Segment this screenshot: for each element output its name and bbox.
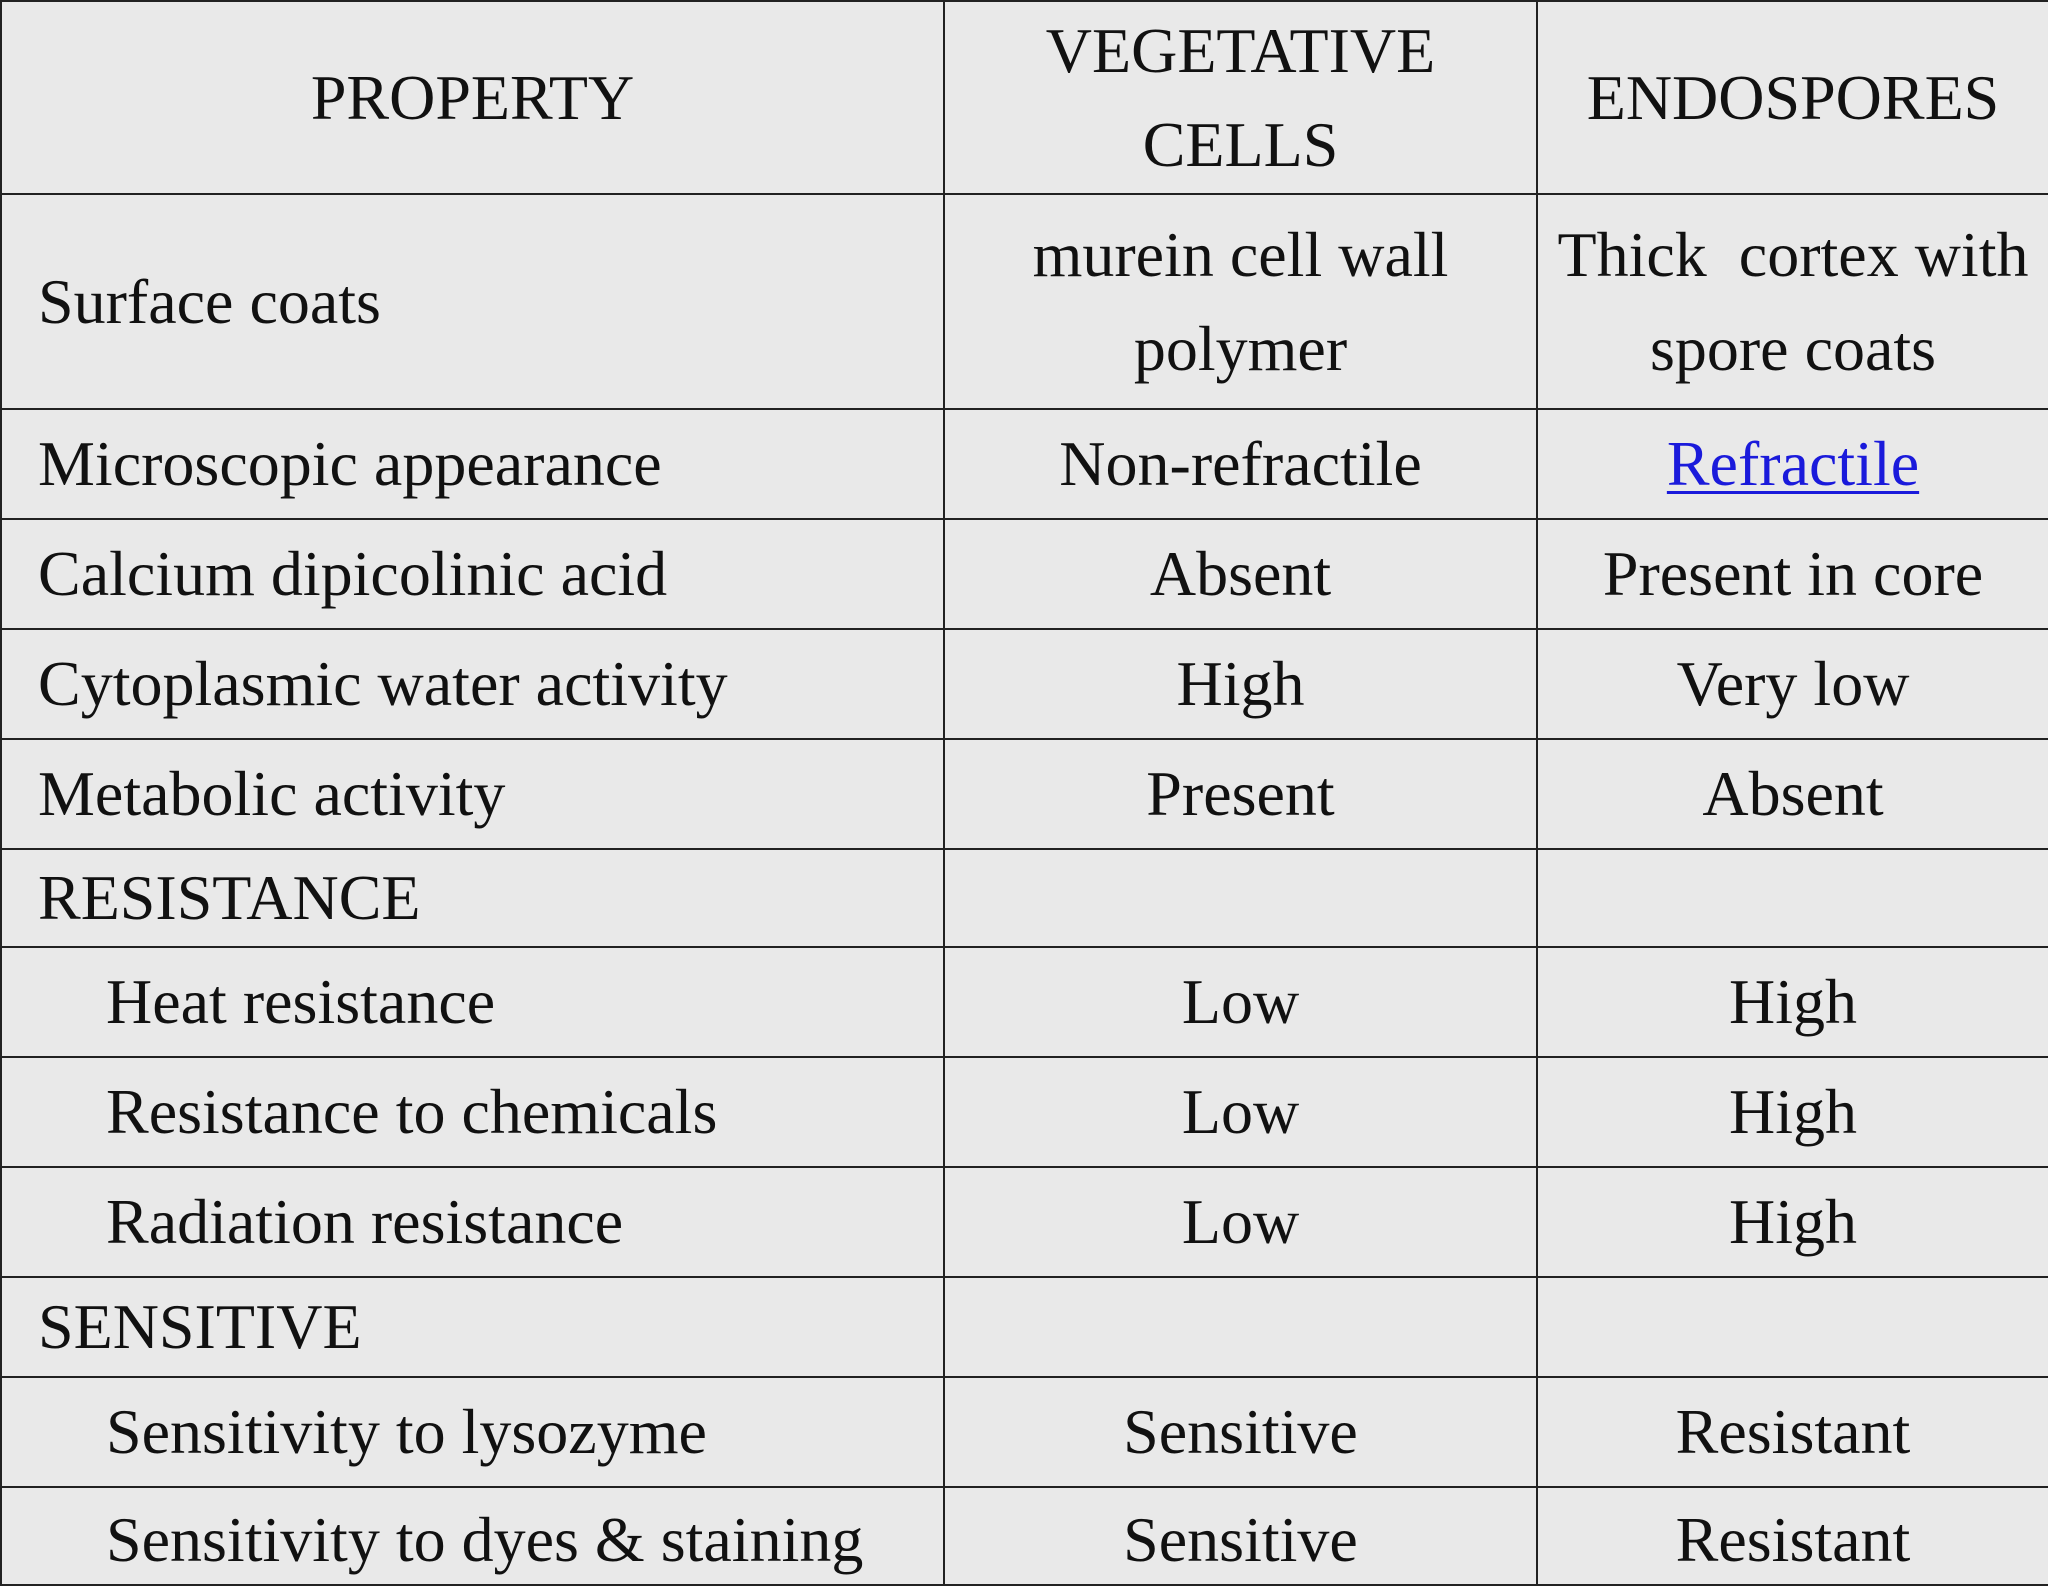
property-cell: Surface coats xyxy=(1,194,944,409)
endospore-cell: High xyxy=(1537,1057,2048,1167)
table-row xyxy=(1,739,2048,849)
table-row xyxy=(1,629,2048,739)
property-cell: Heat resistance xyxy=(1,947,944,1057)
endospore-cell: Thick cortex with spore coats xyxy=(1537,194,2048,409)
endospore-cell: Resistant xyxy=(1537,1487,2048,1585)
property-cell: Metabolic activity xyxy=(1,739,944,849)
property-cell: Resistance to chemicals xyxy=(1,1057,944,1167)
table-row xyxy=(1,1377,2048,1487)
header-endospores: ENDOSPORES xyxy=(1537,1,2048,194)
endospore-cell: Very low xyxy=(1537,629,2048,739)
endospore-cell: High xyxy=(1537,1167,2048,1277)
section-row-sensitive xyxy=(1,1277,2048,1377)
table-row-cut-off xyxy=(1,1487,2048,1585)
vegetative-cell: Sensitive xyxy=(944,1377,1537,1487)
vegetative-cell: Low xyxy=(944,947,1537,1057)
endospore-cell: Resistant xyxy=(1537,1377,2048,1487)
header-vegetative-cells xyxy=(944,1,1537,194)
vegetative-cell: Low xyxy=(944,1167,1537,1277)
vegetative-cell xyxy=(944,849,1537,947)
vegetative-cell: Sensitive xyxy=(944,1487,1537,1585)
property-cell: Microscopic appearance xyxy=(1,409,944,519)
endospore-cell xyxy=(1537,1277,2048,1377)
table-row xyxy=(1,194,2048,409)
header-vegetative-line1: VEGETATIVE xyxy=(1045,14,1436,86)
table-row xyxy=(1,409,2048,519)
header-vegetative-line2: CELLS xyxy=(1142,108,1339,180)
refractile-link[interactable]: Refractile xyxy=(1666,428,1920,499)
endospore-cell xyxy=(1537,849,2048,947)
section-heading: RESISTANCE xyxy=(1,849,944,947)
table-row xyxy=(1,947,2048,1057)
vegetative-cell: Non-refractile xyxy=(944,409,1537,519)
property-cell: Sensitivity to lysozyme xyxy=(1,1377,944,1487)
vegetative-cell: Low xyxy=(944,1057,1537,1167)
property-cell: Cytoplasmic water activity xyxy=(1,629,944,739)
vegetative-cell: Absent xyxy=(944,519,1537,629)
endospore-cell: High xyxy=(1537,947,2048,1057)
vegetative-cell: Present xyxy=(944,739,1537,849)
header-property: PROPERTY xyxy=(1,1,944,194)
property-cell: Sensitivity to dyes & staining xyxy=(1,1487,944,1585)
vegetative-cell xyxy=(944,1277,1537,1377)
endospore-cell: Present in core xyxy=(1537,519,2048,629)
header-row xyxy=(1,1,2048,194)
table-row xyxy=(1,519,2048,629)
section-heading: SENSITIVE xyxy=(1,1277,944,1377)
vegetative-cell: High xyxy=(944,629,1537,739)
table-row xyxy=(1,1057,2048,1167)
endospore-cell xyxy=(1537,409,2048,519)
property-cell: Calcium dipicolinic acid xyxy=(1,519,944,629)
property-cell: Radiation resistance xyxy=(1,1167,944,1277)
section-row-resistance xyxy=(1,849,2048,947)
table-row xyxy=(1,1167,2048,1277)
endospore-cell: Absent xyxy=(1537,739,2048,849)
vegetative-cell: murein cell wall polymer xyxy=(944,194,1537,409)
